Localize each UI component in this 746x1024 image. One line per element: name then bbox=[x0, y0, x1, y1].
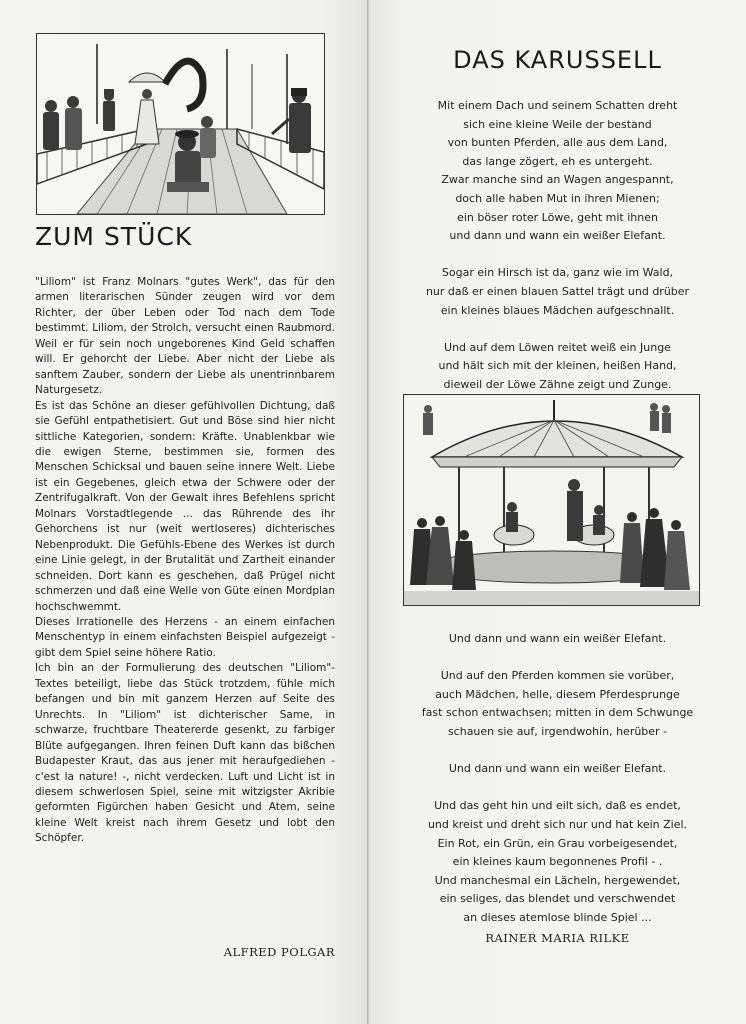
poem-line: auch Mädchen, helle, diesem Pferdesprunge bbox=[435, 687, 680, 701]
poem-line: Sogar ein Hirsch ist da, ganz wie im Wald, bbox=[441, 266, 674, 280]
poem-line: fast schon entwachsen; mitten in dem Schwunge bbox=[421, 706, 694, 720]
poem-line: Ein Rot, ein Grün, ein Grau vorbeigesendet, bbox=[437, 836, 678, 850]
poem-line: und kreist und dreht sich nur und hat kein Ziel. bbox=[427, 817, 688, 831]
poem-line: von bunten Pferden, alle aus dem Land, bbox=[447, 136, 668, 150]
poem-top bbox=[369, 97, 746, 413]
poem-author: RAINER MARIA RILKE bbox=[485, 931, 630, 945]
poem-line: Zwar manche sind an Wagen angespannt, bbox=[441, 173, 674, 187]
poem-line: Und manchesmal ein Lächeln, hergewendet, bbox=[434, 873, 681, 887]
poem-line: Mit einem Dach und seinem Schatten dreht bbox=[437, 99, 678, 112]
poem-line: Und auf den Pferden kommen sie vorüber, bbox=[440, 669, 675, 683]
poem-line: doch alle haben Mut in ihren Mienen; bbox=[455, 191, 660, 205]
poem-line: und hält sich mit der kleinen, heißen Hand, bbox=[438, 359, 677, 373]
poem-line: ein kleines blaues Mädchen aufgeschnallt. bbox=[440, 303, 675, 317]
essay-text bbox=[35, 275, 335, 847]
poem-line: Und auf dem Löwen reitet weiß ein Junge bbox=[444, 340, 671, 354]
poem-line: nur daß er einen blauen Sattel trägt und drüber bbox=[425, 284, 690, 298]
essay-author: ALFRED POLGAR bbox=[223, 945, 335, 959]
essay-paragraph: Dieses Irrationelle des Herzens - an einem einfachen Menschentyp in einem einfachsten Beispiel aufgezeigt - gibt dem Spiel seine höhere Ratio. bbox=[35, 615, 335, 659]
essay-paragraph: Es ist das Schöne an dieser gefühlvollen Dichtung, daß sie Gefühl entpathetisiert. Gut und Böse sind hier nicht sittliche Kategorien, sondern: Kräfte. Unablenkbar wie die ewigen Sterne, bestimmen sie, formen des Menschen Schicksal und bauen seine innere Welt. Liebe ist ein Gegebenes, gleich etwa der Schwere oder der Zentrifugalkraft. Von der Gewalt ihres Befehlens spricht Molnars Vorstadtlegende ... das Rührende des ihr Gehorchens ist nur (weit wertloseres) dichterisches Nebenprodukt. Die Gefühls-Ebene des Werkes ist durch eine Linie gelegt, in der Brutalität und Zartheit einander schneiden. Dort kann es geschehen, daß Prügel nicht schmerzen und daß eine Welle von Güte einen Mordplan hochschwemmt. bbox=[35, 399, 335, 613]
engraving-carousel bbox=[403, 394, 700, 606]
poem-stanza bbox=[369, 760, 746, 779]
essay-paragraph: Ich bin an der Formulierung des deutschen "Liliom"-Textes beteiligt, liebe das Stück trotzdem, fühle mich befangen und bin mit ganzem Herzen auf Seite des Unrechts. In "Liliom" ist dichterischer Same, in schwarze, fruchtbare Theatererde gesenkt, zu farbiger Blüte aufgegangen. Ihren feinen Duft kann das bißchen Budapester Kraut, das aus jener mit heraufgediehen - c'est la nature! -, nicht verdecken. Luft und Licht ist in diesem schwerlosen Spiel, seine mit witzigster Akribie geformten Figürchen haben Gesicht und Atem, seine kleine Welt kreist nach ihrem Gesetz und lobt den Schöpfer. bbox=[35, 662, 335, 845]
poem-title: DAS KARUSSELL bbox=[453, 46, 662, 74]
carousel-drawing bbox=[404, 395, 699, 605]
poem-line: ein kleines kaum begonnenes Profil - . bbox=[452, 855, 663, 869]
poem-line: das lange zögert, eh es untergeht. bbox=[462, 154, 653, 168]
bridge-scene-drawing bbox=[37, 34, 324, 214]
poem-stanza bbox=[369, 264, 746, 320]
poem-line: ein seliges, das blendet und verschwendet bbox=[439, 892, 676, 906]
left-page-heading: ZUM STÜCK bbox=[35, 222, 193, 251]
essay-paragraph: "Liliom" ist Franz Molnars "gutes Werk", das für den armen literarischen Sünder zeugen wird vor dem Richter, der über Leben oder Tod nach dem Tode bestimmt. Liliom, der Strolch, versucht einen Raubmord. Weil er für sein noch ungeborenes Kind Geld schaffen will. Er gehorcht der Liebe. Aber nicht der Liebe als sanftem Zauber, sondern der Liebe als unentrinnbarem Naturgesetz. bbox=[35, 276, 335, 397]
poem-stanza bbox=[369, 667, 746, 741]
poem-line: dieweil der Löwe Zähne zeigt und Zunge. bbox=[443, 377, 672, 391]
poem-line: Und dann und wann ein weißer Elefant. bbox=[448, 762, 667, 776]
poem-stanza bbox=[369, 797, 746, 927]
poem-line: und dann und wann ein weißer Elefant. bbox=[449, 229, 666, 243]
poem-stanza bbox=[369, 339, 746, 395]
poem-line: ein böser roter Löwe, geht mit ihnen bbox=[457, 210, 658, 224]
engraving-bridge-scene bbox=[36, 33, 325, 215]
poem-stanza bbox=[369, 630, 746, 649]
poem-line: schauen sie auf, irgendwohin, herüber - bbox=[447, 724, 668, 738]
poem-line: sich eine kleine Weile der bestand bbox=[463, 117, 652, 131]
poem-line: an dieses atemlose blinde Spiel ... bbox=[463, 910, 652, 924]
poem-stanza bbox=[369, 97, 746, 246]
poem-bottom bbox=[369, 630, 746, 946]
poem-line: Und dann und wann ein weißer Elefant. bbox=[448, 632, 667, 645]
poem-line: Und das geht hin und eilt sich, daß es endet, bbox=[434, 799, 681, 813]
